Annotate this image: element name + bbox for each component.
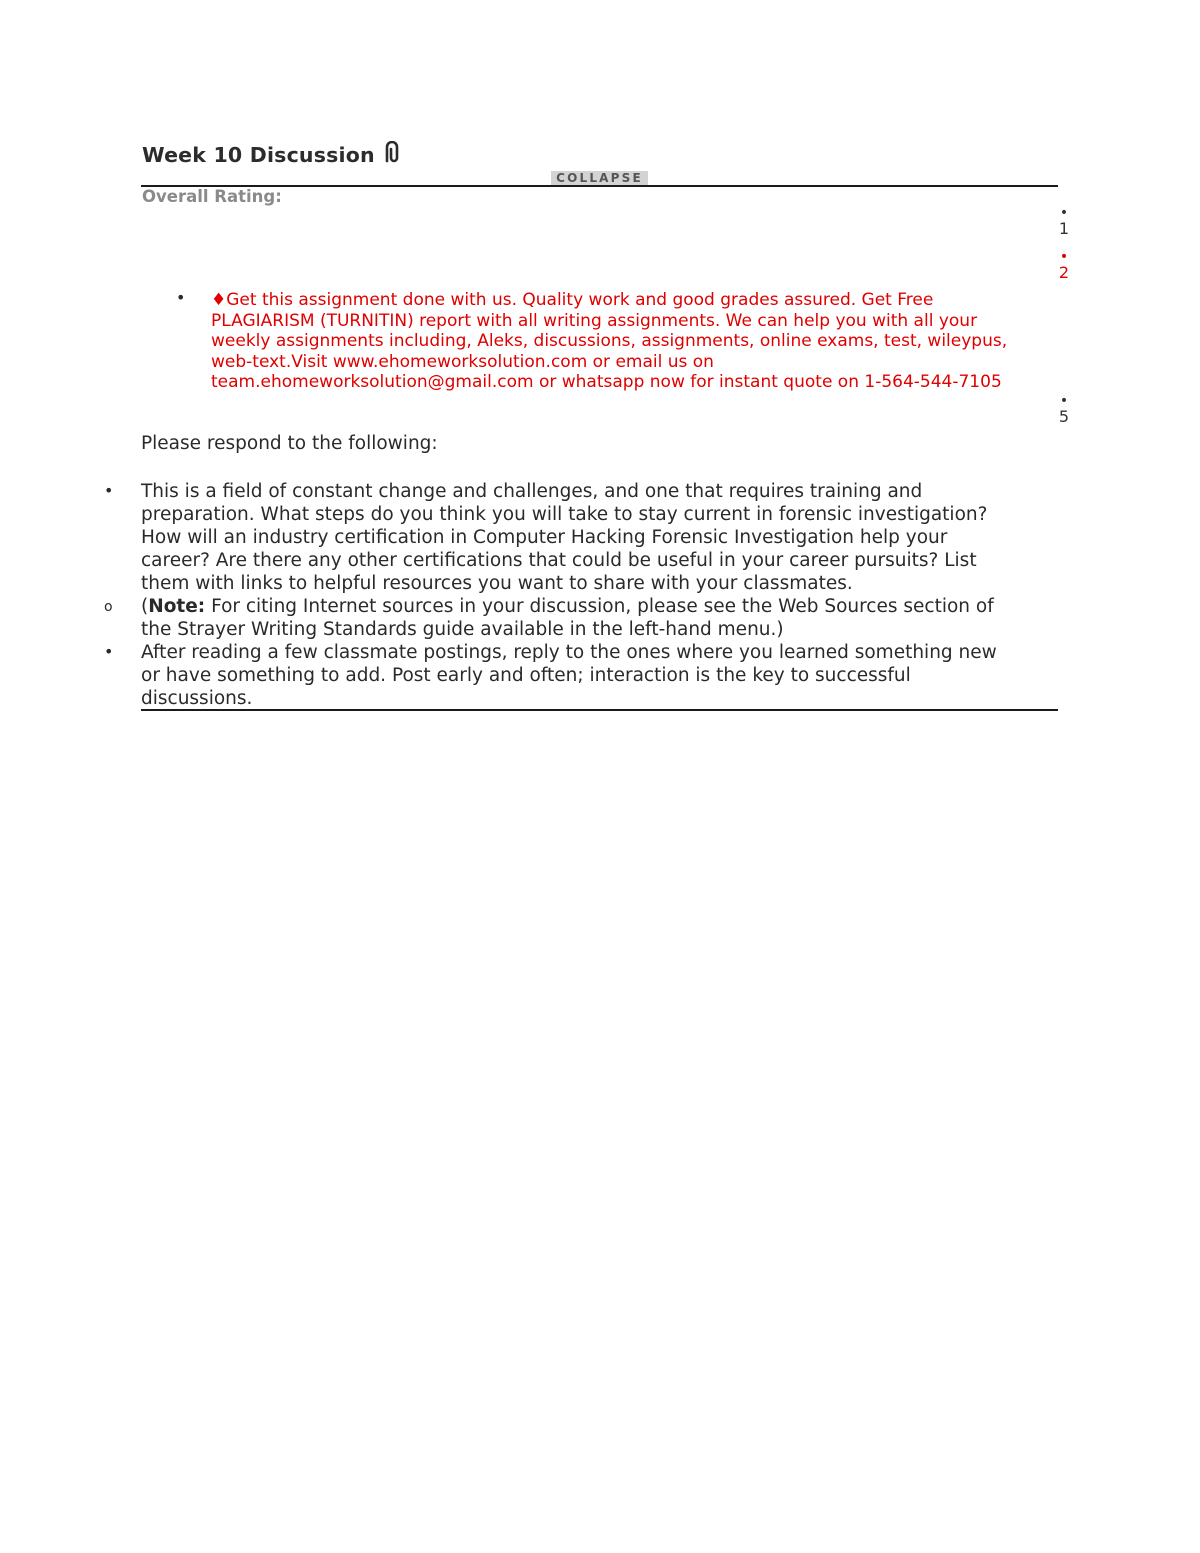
promo-text <box>211 290 1051 393</box>
promo-line: web-text.Visit www.ehomeworksolution.com or email us on <box>211 351 714 372</box>
note-label: Note: <box>148 596 206 617</box>
collapse-button[interactable]: COLLAPSE <box>551 171 648 185</box>
attachment-icon[interactable] <box>383 141 401 163</box>
page-title-text: Week 10 Discussion <box>142 143 375 167</box>
promo-bullet: • <box>176 288 186 307</box>
prompt-text: Please respond to the following: <box>141 433 438 454</box>
overall-rating-label: Overall Rating: <box>142 187 282 206</box>
rating-bullet: • <box>1059 393 1069 409</box>
promo-line: weekly assignments including, Aleks, discussions, assignments, online exams, test, wileypus, <box>211 331 1008 352</box>
list-bullet: • <box>104 642 114 661</box>
list-item <box>141 480 1056 595</box>
list-item <box>141 641 1056 710</box>
note-text: For citing Internet sources in your discussion, please see the Web Sources section of <box>205 596 994 617</box>
bottom-divider <box>141 709 1058 711</box>
list-item-note <box>141 595 1056 641</box>
item-line: them with links to helpful resources you want to share with your classmates. <box>141 573 853 594</box>
rating-value: 1 <box>1058 219 1070 238</box>
page-title <box>142 143 401 167</box>
open-paren: ( <box>141 596 149 617</box>
rating-bullet: • <box>1059 249 1069 265</box>
rating-value: 5 <box>1058 407 1070 426</box>
list-sub-bullet: o <box>104 599 113 615</box>
promo-line: team.ehomeworksolution@gmail.com or whatsapp now for instant quote on 1-564-544-7105 <box>211 372 1002 393</box>
item-line: the Strayer Writing Standards guide available in the left-hand menu.) <box>141 619 784 640</box>
item-line: preparation. What steps do you think you will take to stay current in forensic investigation? <box>141 504 988 525</box>
rating-option-2[interactable] <box>1052 250 1076 282</box>
item-line: discussions. <box>141 688 253 709</box>
promo-line: ♦Get this assignment done with us. Quality work and good grades assured. Get Free <box>211 290 934 310</box>
rating-value: 2 <box>1058 263 1070 282</box>
item-line: career? Are there any other certifications that could be useful in your career pursuits? List <box>141 550 977 571</box>
item-line: After reading a few classmate postings, reply to the ones where you learned something new <box>141 642 997 663</box>
item-line: or have something to add. Post early and often; interaction is the key to successful <box>141 665 911 686</box>
rating-option-5[interactable] <box>1052 394 1076 426</box>
rating-option-1[interactable] <box>1052 206 1076 238</box>
rating-bullet: • <box>1059 205 1069 221</box>
item-line <box>141 595 1056 618</box>
item-line: This is a field of constant change and challenges, and one that requires training and <box>141 481 923 502</box>
item-line: How will an industry certification in Computer Hacking Forensic Investigation help your <box>141 527 948 548</box>
promo-line: PLAGIARISM (TURNITIN) report with all writing assignments. We can help you with all your <box>211 310 978 331</box>
list-bullet: • <box>104 481 114 500</box>
